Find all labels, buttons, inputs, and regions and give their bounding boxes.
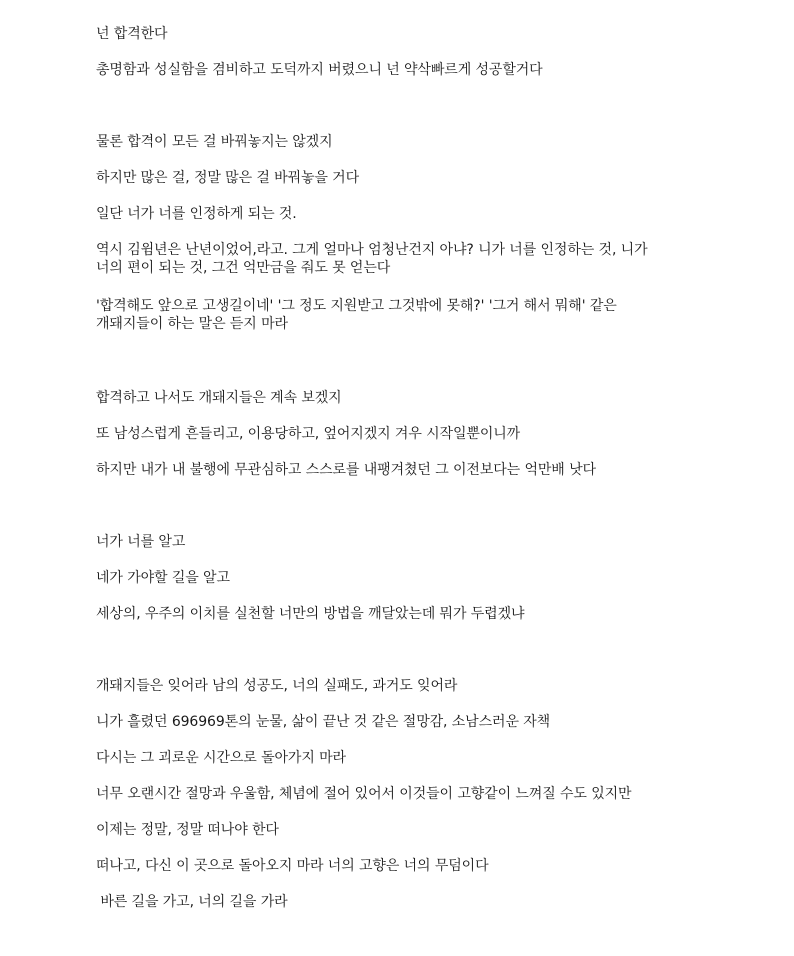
paragraph-8: 합격하고 나서도 개돼지들은 계속 보겠지: [96, 390, 342, 406]
paragraph-13: 세상의, 우주의 이치를 실천할 너만의 방법을 깨달았는데 뭐가 두렵겠냐: [96, 606, 525, 622]
paragraph-7: '합격해도 앞으로 고생길이네' '그 정도 지원받고 그것밖에 못해?' '그거 해서 뭐해' 같은 개돼지들이 하는 말은 듣지 마라: [96, 298, 617, 332]
paragraph-17: 너무 오랜시간 절망과 우울함, 체념에 절어 있어서 이것들이 고향같이 느껴질 수도 있지만: [96, 786, 632, 802]
paragraph-20: 바른 길을 가고, 너의 길을 가라: [96, 894, 288, 910]
paragraph-10: 하지만 내가 내 불행에 무관심하고 스스로를 내팽겨쳤던 그 이전보다는 억만배 낫다: [96, 462, 596, 478]
paragraph-5: 일단 너가 너를 인정하게 되는 것.: [96, 206, 297, 222]
paragraph-18: 이제는 정말, 정말 떠나야 한다: [96, 822, 279, 838]
paragraph-3: 물론 합격이 모든 걸 바꿔놓지는 않겠지: [96, 134, 333, 150]
paragraph-1: 넌 합격한다: [96, 26, 168, 42]
paragraph-14: 개돼지들은 잊어라 남의 성공도, 너의 실패도, 과거도 잊어라: [96, 678, 458, 694]
paragraph-2: 총명함과 성실함을 겸비하고 도덕까지 버렸으니 넌 약삭빠르게 성공할거다: [96, 62, 543, 78]
paragraph-11: 너가 너를 알고: [96, 534, 186, 550]
paragraph-6: 역시 김윔년은 난년이었어,라고. 그게 얼마나 엄청난건지 아냐? 니가 너를 인정하는 것, 니가 너의 편이 되는 것, 그건 억만금을 줘도 못 얻는다: [96, 242, 648, 276]
paragraph-4: 하지만 많은 걸, 정말 많은 걸 바꿔놓을 거다: [96, 170, 360, 186]
paragraph-15: 니가 흘렸던 696969톤의 눈물, 삶이 끝난 것 같은 절망감, 소남스러운 자책: [96, 714, 551, 730]
paragraph-16: 다시는 그 괴로운 시간으로 돌아가지 마라: [96, 750, 346, 766]
paragraph-9: 또 남성스럽게 흔들리고, 이용당하고, 엎어지겠지 겨우 시작일뿐이니까: [96, 426, 521, 442]
paragraph-12: 네가 가야할 길을 알고: [96, 570, 230, 586]
paragraph-19: 떠나고, 다신 이 곳으로 돌아오지 마라 너의 고향은 너의 무덤이다: [96, 858, 489, 874]
